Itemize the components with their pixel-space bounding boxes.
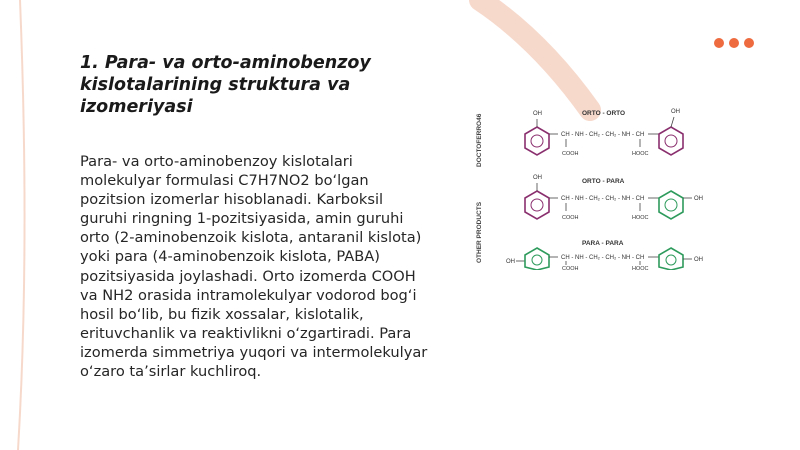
chain-label: CH - NH - CH₂ - CH₂ - NH - CH (561, 132, 645, 138)
cooh-label: HOOC (632, 215, 649, 221)
benzene-ring-icon (525, 248, 549, 270)
oh-label: OH (671, 109, 680, 115)
oh-label: OH (533, 175, 542, 181)
row-title: PARA - PARA (582, 240, 624, 247)
decorative-dots (714, 38, 754, 48)
row-title: ORTO - ORTO (582, 110, 626, 117)
benzene-ring-icon (659, 248, 683, 270)
chain-label: CH - NH - CH₂ - CH₂ - NH - CH (561, 255, 645, 261)
chemical-structure-figure (470, 95, 740, 270)
oh-label: OH (694, 257, 703, 263)
cooh-label: COOH (562, 266, 579, 270)
dot-icon (714, 38, 724, 48)
dot-icon (729, 38, 739, 48)
benzene-ring-icon (525, 191, 549, 219)
structure-row-orto-orto (525, 109, 683, 157)
cooh-label: COOH (562, 151, 579, 157)
chain-label: CH - NH - CH₂ - CH₂ - NH - CH (561, 196, 645, 202)
oh-label: OH (506, 259, 515, 265)
oh-label: OH (694, 196, 703, 202)
row-title: ORTO - PARA (582, 178, 625, 185)
structure-row-orto-para (525, 175, 703, 221)
figure-side-label: DOCTOFERRO46 (476, 113, 483, 167)
benzene-ring-icon (659, 191, 683, 219)
oh-label: OH (533, 111, 542, 117)
benzene-ring-icon (525, 127, 549, 155)
cooh-label: HOOC (632, 266, 649, 270)
benzene-ring-icon (659, 127, 683, 155)
slide-body-text: Para- va orto-aminobenzoy kislotalari molekulyar formulasi C7H7NO2 bo‘lgan pozitsion izomerlar hisoblanadi. Karboksil guruhi ringning 1-pozitsiyasida, amin guruhi orto (2-aminobenzoik kislota, antaranil kislota) yoki para (4-aminobenzoik kislota, PABA) pozitsiyasida joylashadi. Orto izomerda COOH va NH2 orasida intramolekulyar vodorod bog‘i hosil bo‘lib, bu fizik xossalar, kislotalik, erituvchanlik va reaktivlikni o‘zgartiradi. Para izomerda simmetriya yuqori va intermolekulyar o‘zaro ta’sirlar kuchliroq. (80, 153, 428, 381)
slide-title: 1. Para- va orto-aminobenzoy kislotalarining struktura va izomeriyasi (80, 53, 371, 117)
figure-side-label: OTHER PRODUCTS (476, 201, 483, 263)
dot-icon (744, 38, 754, 48)
structure-row-para-para (506, 240, 703, 270)
cooh-label: COOH (562, 215, 579, 221)
cooh-label: HOOC (632, 151, 649, 157)
